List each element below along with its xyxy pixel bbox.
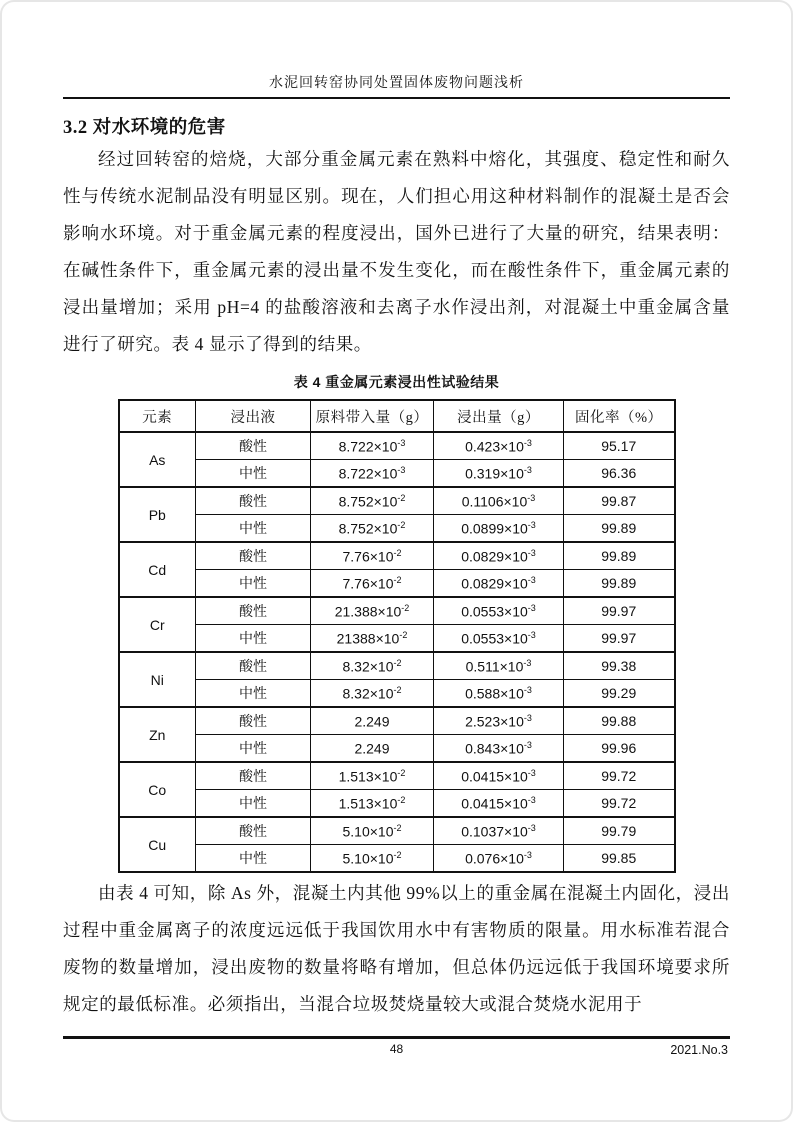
table-row (119, 845, 675, 873)
leach-cell: $0.1037\times 10^{-3}$ (434, 817, 564, 845)
table-row (119, 487, 675, 515)
leach-cell: $0.0415\times 10^{-3}$ (434, 790, 564, 818)
results-table (118, 399, 676, 873)
leach-cell: $0.511\times 10^{-3}$ (434, 652, 564, 680)
intake-cell: $8.722\times 10^{-3}$ (311, 432, 434, 460)
rate-cell: 95.17 (564, 432, 675, 460)
running-head-title: 水泥回转窑协同处置固体废物问题浅析 (63, 72, 730, 99)
solution-cell: 酸性 (196, 487, 311, 515)
intake-cell: $21388\times 10^{-2}$ (311, 625, 434, 653)
element-cell: Cu (119, 817, 196, 872)
intake-cell: $8.722\times 10^{-3}$ (311, 460, 434, 488)
element-cell: Ni (119, 652, 196, 707)
rate-cell: 99.72 (564, 790, 675, 818)
table-row (119, 460, 675, 488)
solution-cell: 酸性 (196, 652, 311, 680)
leach-cell: $0.0829\times 10^{-3}$ (434, 570, 564, 598)
element-cell: Zn (119, 707, 196, 762)
solution-cell: 中性 (196, 845, 311, 873)
table-header-row (119, 400, 675, 432)
element-cell: Cd (119, 542, 196, 597)
solution-cell: 中性 (196, 735, 311, 763)
element-cell: Pb (119, 487, 196, 542)
intake-cell: $8.32\times 10^{-2}$ (311, 680, 434, 708)
col-header-rate: 固化率（%） (564, 400, 675, 432)
table-row (119, 597, 675, 625)
intake-cell: $5.10\times 10^{-2}$ (311, 817, 434, 845)
rate-cell: 99.72 (564, 762, 675, 790)
rate-cell: 99.96 (564, 735, 675, 763)
solution-cell: 中性 (196, 515, 311, 543)
solution-cell: 酸性 (196, 817, 311, 845)
solution-cell: 酸性 (196, 432, 311, 460)
col-header-element: 元素 (119, 400, 196, 432)
solution-cell: 中性 (196, 625, 311, 653)
solution-cell: 酸性 (196, 597, 311, 625)
table-row (119, 790, 675, 818)
solution-cell: 中性 (196, 790, 311, 818)
rate-cell: 99.89 (564, 542, 675, 570)
rate-cell: 99.79 (564, 817, 675, 845)
rate-cell: 99.38 (564, 652, 675, 680)
rate-cell: 99.97 (564, 625, 675, 653)
issue-label: 2021.No.3 (670, 1043, 728, 1057)
leach-cell: $2.523\times 10^{-3}$ (434, 707, 564, 735)
footer-rule (63, 1036, 730, 1039)
intake-cell: $8.32\times 10^{-2}$ (311, 652, 434, 680)
solution-cell: 酸性 (196, 707, 311, 735)
leach-cell: $0.1106\times 10^{-3}$ (434, 487, 564, 515)
element-cell: Co (119, 762, 196, 817)
leach-cell: $0.588\times 10^{-3}$ (434, 680, 564, 708)
table-row (119, 515, 675, 543)
intake-cell: $7.76\times 10^{-2}$ (311, 570, 434, 598)
page-number: 48 (389, 1042, 404, 1056)
table-row (119, 542, 675, 570)
rate-cell: 99.29 (564, 680, 675, 708)
rate-cell: 99.87 (564, 487, 675, 515)
table-row (119, 817, 675, 845)
table-row (119, 735, 675, 763)
table-row (119, 625, 675, 653)
intake-cell: $8.752\times 10^{-2}$ (311, 515, 434, 543)
solution-cell: 酸性 (196, 762, 311, 790)
table-row (119, 762, 675, 790)
rate-cell: 99.89 (564, 515, 675, 543)
intake-cell: $7.76\times 10^{-2}$ (311, 542, 434, 570)
solution-cell: 中性 (196, 460, 311, 488)
table-row (119, 570, 675, 598)
intake-cell: $5.10\times 10^{-2}$ (311, 845, 434, 873)
col-header-solution: 浸出液 (196, 400, 311, 432)
rate-cell: 96.36 (564, 460, 675, 488)
leach-cell: $0.0829\times 10^{-3}$ (434, 542, 564, 570)
leach-cell: $0.0553\times 10^{-3}$ (434, 597, 564, 625)
intake-cell: 2.249 (311, 735, 434, 763)
table-row (119, 432, 675, 460)
solution-cell: 中性 (196, 570, 311, 598)
intake-cell: 2.249 (311, 707, 434, 735)
leach-cell: $0.843\times 10^{-3}$ (434, 735, 564, 763)
rate-cell: 99.88 (564, 707, 675, 735)
leach-cell: $0.319\times 10^{-3}$ (434, 460, 564, 488)
leach-cell: $0.0415\times 10^{-3}$ (434, 762, 564, 790)
rate-cell: 99.89 (564, 570, 675, 598)
leach-cell: $0.0553\times 10^{-3}$ (434, 625, 564, 653)
table-caption: 表 4 重金属元素浸出性试验结果 (293, 374, 500, 390)
page-footer (63, 1042, 730, 1056)
intake-cell: $1.513\times 10^{-2}$ (311, 762, 434, 790)
leach-cell: $0.423\times 10^{-3}$ (434, 432, 564, 460)
rate-cell: 99.85 (564, 845, 675, 873)
intake-cell: $1.513\times 10^{-2}$ (311, 790, 434, 818)
element-cell: Cr (119, 597, 196, 652)
intake-cell: $21.388\times 10^{-2}$ (311, 597, 434, 625)
col-header-intake: 原料带入量（g） (311, 400, 434, 432)
solution-cell: 中性 (196, 680, 311, 708)
paragraph-1: 经过回转窑的焙烧，大部分重金属元素在熟料中熔化，其强度、稳定性和耐久性与传统水泥制品没有明显区别。现在，人们担心用这种材料制作的混凝土是否会影响水环境。对于重金属元素的程度浸出，国外已进行了大量的研究，结果表明：在碱性条件下，重金属元素的浸出量不发生变化，而在酸性条件下，重金属元素的浸出量增加；采用 pH=4 的盐酸溶液和去离子水作浸出剂，对混凝土中重金属含量进行了研究。表 4 显示了得到的结果。 (63, 149, 730, 354)
paragraph-2: 由表 4 可知，除 As 外，混凝土内其他 99%以上的重金属在混凝土内固化，浸出过程中重金属离子的浓度远远低于我国饮用水中有害物质的限量。用水标准若混合废物的数量增加，浸出废物的数量将略有增加，但总体仍远远低于我国环境要求所规定的最低标准。必须指出，当混合垃圾焚烧量较大或混合焚烧水泥用于 (63, 883, 730, 1014)
rate-cell: 99.97 (564, 597, 675, 625)
element-cell: As (119, 432, 196, 487)
table-row (119, 680, 675, 708)
section-heading: 3.2 对水环境的危害 (63, 118, 226, 138)
table-row (119, 652, 675, 680)
leach-cell: $0.076\times 10^{-3}$ (434, 845, 564, 873)
col-header-leach: 浸出量（g） (434, 400, 564, 432)
table-row (119, 707, 675, 735)
solution-cell: 酸性 (196, 542, 311, 570)
intake-cell: $8.752\times 10^{-2}$ (311, 487, 434, 515)
leach-cell: $0.0899\times 10^{-3}$ (434, 515, 564, 543)
